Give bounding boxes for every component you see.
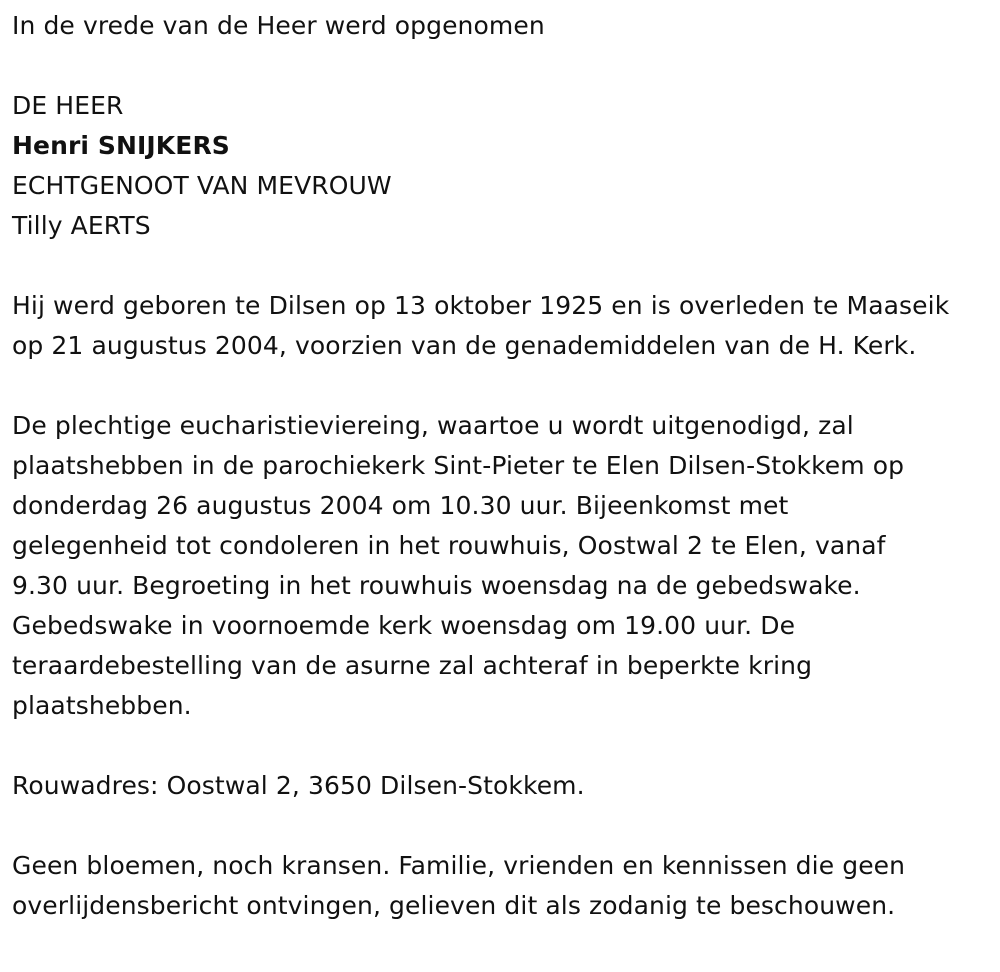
closing-paragraph (12, 846, 988, 926)
paragraph-line: overlijdensbericht ontvingen, gelieven dit als zodanig te beschouwen. (12, 891, 896, 920)
paragraph-line: 9.30 uur. Begroeting in het rouwhuis woensdag na de gebedswake. (12, 571, 861, 600)
birth-death-paragraph (12, 286, 988, 366)
spouse-name: Tilly AERTS (12, 211, 151, 240)
spacer (12, 246, 988, 286)
spacer (12, 726, 988, 766)
mourning-address: Rouwadres: Oostwal 2, 3650 Dilsen-Stokkem. (12, 771, 585, 800)
paragraph-line: plaatshebben. (12, 691, 192, 720)
paragraph-line: Gebedswake in voornoemde kerk woensdag om 19.00 uur. De (12, 611, 796, 640)
deceased-name: Henri SNIJKERS (12, 131, 230, 160)
paragraph-line: De plechtige eucharistieviereing, waartoe u wordt uitgenodigd, zal (12, 411, 854, 440)
spacer (12, 46, 988, 86)
paragraph-line: plaatshebben in de parochiekerk Sint-Pieter te Elen Dilsen-Stokkem op (12, 451, 905, 480)
paragraph-line: Geen bloemen, noch kransen. Familie, vrienden en kennissen die geen (12, 851, 906, 880)
honorific-title: DE HEER (12, 91, 124, 120)
paragraph-line: Hij werd geboren te Dilsen op 13 oktober 1925 en is overleden te Maaseik (12, 291, 950, 320)
spacer (12, 806, 988, 846)
paragraph-line: teraardebestelling van de asurne zal achteraf in beperkte kring (12, 651, 813, 680)
paragraph-line: op 21 augustus 2004, voorzien van de genademiddelen van de H. Kerk. (12, 331, 917, 360)
spacer (12, 366, 988, 406)
relation-label: ECHTGENOOT VAN MEVROUW (12, 171, 392, 200)
paragraph-line: donderdag 26 augustus 2004 om 10.30 uur. Bijeenkomst met (12, 491, 789, 520)
obituary-notice (0, 6, 1000, 972)
paragraph-line: gelegenheid tot condoleren in het rouwhuis, Oostwal 2 te Elen, vanaf (12, 531, 886, 560)
ceremony-paragraph (12, 406, 988, 726)
intro-text: In de vrede van de Heer werd opgenomen (12, 11, 545, 40)
